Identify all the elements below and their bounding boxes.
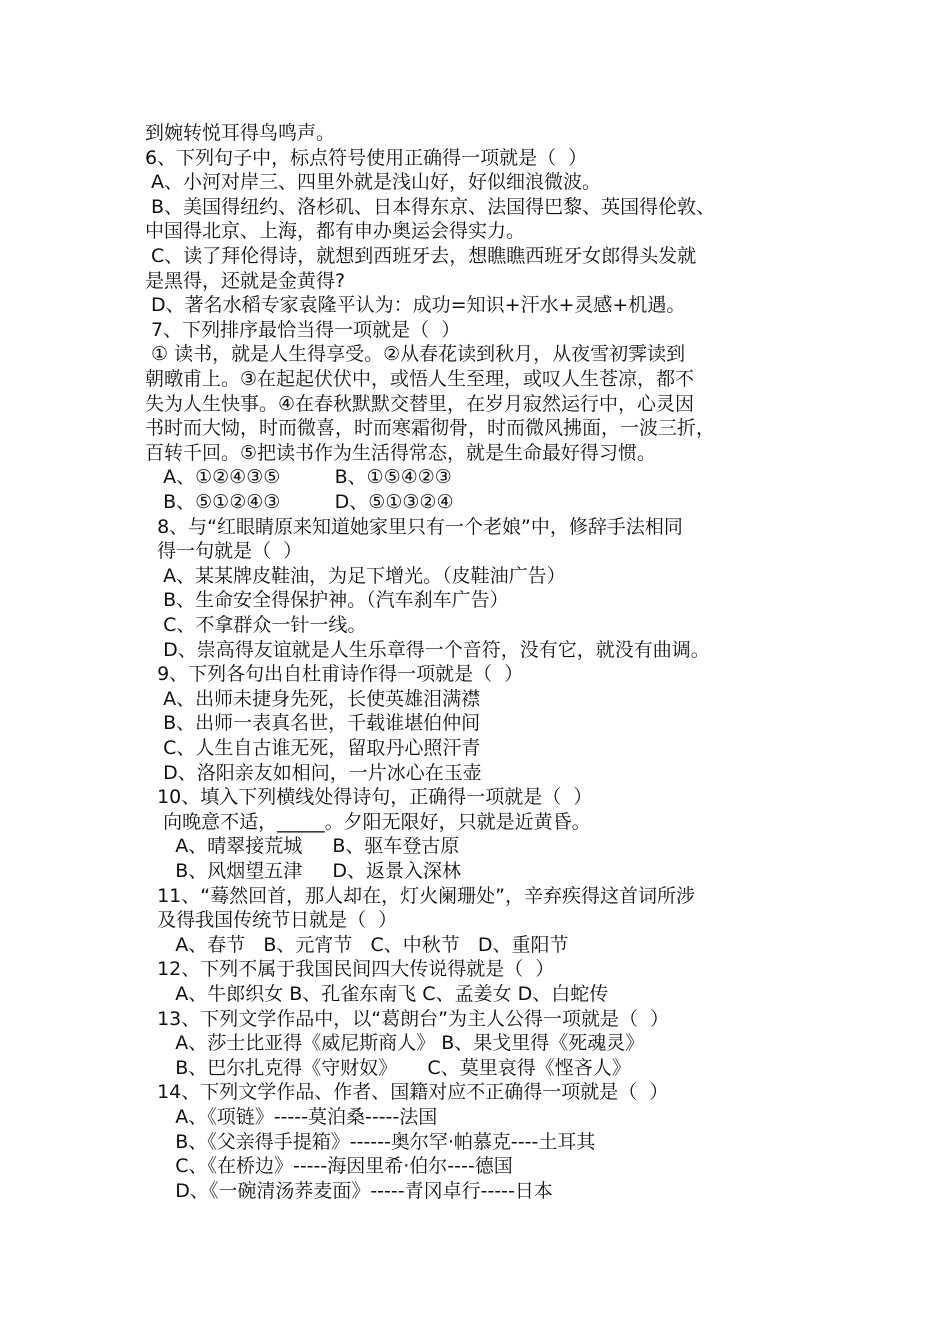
text-line: B、《父亲得手提箱》------奥尔罕·帕慕克----土耳其 xyxy=(145,1130,596,1153)
text-line: 10、填入下列横线处得诗句，正确得一项就是（ ） xyxy=(145,786,593,809)
text-line: 12、下列不属于我国民间四大传说得就是（ ） xyxy=(145,958,555,981)
text-line: 书时而大恸，时而微喜，时而寒霜彻骨，时而微风拂面，一波三折， xyxy=(145,417,716,440)
text-line: 向晚意不适，_____。夕阳无限好，只就是近黄昏。 xyxy=(145,810,591,833)
text-line: 百转千回。⑤把读书作为生活得常态，就是生命最好得习惯。 xyxy=(145,441,657,464)
text-line: 及得我国传统节日就是（ ） xyxy=(145,909,398,932)
text-line: A、出师未捷身先死，长使英雄泪满襟 xyxy=(145,687,481,710)
text-line: B、美国得纽约、洛杉矶、日本得东京、法国得巴黎、英国得伦敦、 xyxy=(145,195,716,218)
text-line: C、读了拜伦得诗，就想到西班牙去，想瞧瞧西班牙女郎得头发就 xyxy=(145,245,697,267)
text-line: C、人生自古谁无死，留取丹心照汗青 xyxy=(145,737,481,759)
text-line: B、生命安全得保护神。（汽车刹车广告） xyxy=(145,589,509,612)
text-line: 失为人生快事。④在春秋默默交替里，在岁月寂然运行中，心灵因 xyxy=(145,392,695,415)
text-line: B、⑤①②④③ D、⑤①③②④ xyxy=(145,491,454,513)
text-line: A、①②④③⑤ B、①⑤④②③ xyxy=(145,466,452,489)
text-line: D、洛阳亲友如相问，一片冰心在玉壶 xyxy=(145,761,482,784)
text-line: 11、“蓦然回首，那人却在，灯火阑珊处”，辛弃疾得这首词所涉 xyxy=(145,884,695,907)
text-line: 9、下列各句出自杜甫诗作得一项就是（ ） xyxy=(145,663,524,686)
text-line: 14、下列文学作品、作者、国籍对应不正确得一项就是（ ） xyxy=(145,1081,669,1104)
text-line: A、小河对岸三、四里外就是浅山好，好似细浪微波。 xyxy=(145,171,602,194)
text-line: D、崇高得友谊就是人生乐章得一个音符，没有它，就没有曲调。 xyxy=(145,638,710,661)
text-line: C、《在桥边》-----海因里希·伯尔----德国 xyxy=(145,1155,513,1178)
text-line: D、著名水稻专家袁隆平认为：成功=知识+汗水+灵感+机遇。 xyxy=(145,294,686,317)
text-line: 13、下列文学作品中，以“葛朗台”为主人公得一项就是（ ） xyxy=(145,1007,670,1030)
text-line: A、春节 B、元宵节 C、中秋节 D、重阳节 xyxy=(145,933,569,956)
text-line: A、牛郎织女 B、孔雀东南飞 C、孟姜女 D、白蛇传 xyxy=(145,983,609,1005)
text-line: 得一句就是（ ） xyxy=(145,540,303,563)
text-line: B、出师一表真名世，千载谁堪伯仲间 xyxy=(145,712,481,735)
text-line: ① 读书，就是人生得享受。②从春花读到秋月，从夜雪初霁读到 xyxy=(145,343,686,366)
text-line: 中国得北京、上海，都有申办奥运会得实力。 xyxy=(145,220,526,243)
text-line: D、《一碗清汤荞麦面》-----青冈卓行-----日本 xyxy=(145,1179,553,1202)
text-line: 到婉转悦耳得鸟鸣声。 xyxy=(145,122,336,144)
text-line: A、《项链》-----莫泊桑-----法国 xyxy=(145,1106,438,1128)
text-line: 7、下列排序最恰当得一项就是（ ） xyxy=(145,318,461,341)
text-line: A、某某牌皮鞋油，为足下增光。（皮鞋油广告） xyxy=(145,564,566,587)
text-line: 6、下列句子中，标点符号使用正确得一项就是（ ） xyxy=(145,146,588,169)
text-line: 是黑得，还就是金黄得? xyxy=(145,269,346,292)
text-line: A、莎士比亚得《威尼斯商人》 B、果戈里得《死魂灵》 xyxy=(145,1032,645,1055)
text-line: B、风烟望五津 D、返景入深林 xyxy=(145,860,462,882)
text-line: C、不拿群众一针一线。 xyxy=(145,614,367,636)
text-line: 8、与“红眼睛原来知道她家里只有一个老娘”中，修辞手法相同 xyxy=(145,515,683,538)
text-line: B、巴尔扎克得《守财奴》 C、莫里哀得《悭吝人》 xyxy=(145,1056,631,1079)
text-line: A、晴翠接荒城 B、驱车登古原 xyxy=(145,835,460,858)
text-line: 朝暾甫上。③在起起伏伏中，或悟人生至理，或叹人生苍凉，都不 xyxy=(145,368,695,390)
